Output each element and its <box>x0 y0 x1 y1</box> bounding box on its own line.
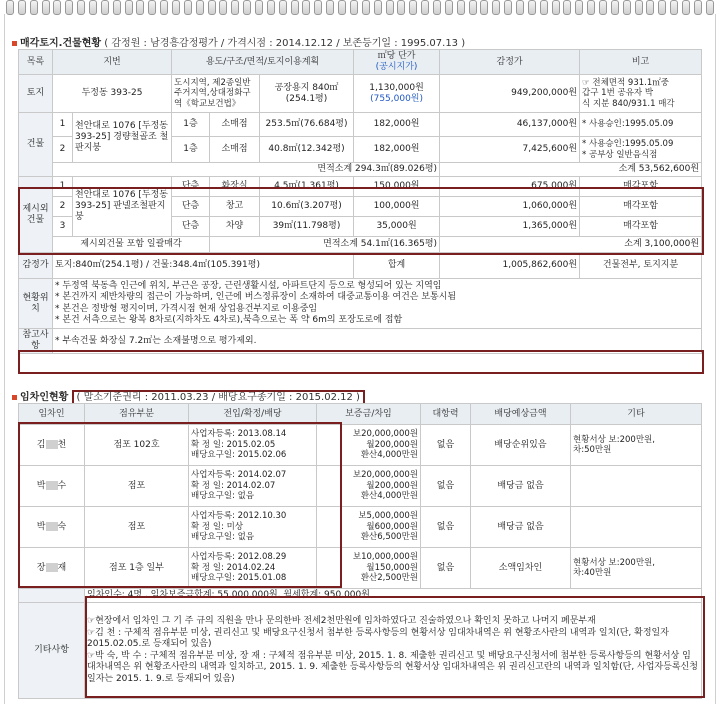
building-price: 7,425,600원 <box>440 137 580 163</box>
extra-area: 39㎡(11.798평) <box>260 217 354 237</box>
extra-floor: 단층 <box>172 197 210 217</box>
col-header-tenant: 임차인 <box>19 404 85 425</box>
extra-note: 매각포함 <box>580 177 702 197</box>
col-header-appraisal: 감정가 <box>440 50 580 75</box>
building-note: * 사용승인:1995.05.09 * 공부상 일반음식점 <box>580 137 702 163</box>
tenant-dates: 사업자등록: 2013.08.14 확 정 일: 2015.02.05 배당요구일: 2015.02.06 <box>189 425 317 466</box>
extra-floor: 단층 <box>172 217 210 237</box>
building-cat: 건물 <box>19 113 53 177</box>
extra-floor: 단층 <box>172 177 210 197</box>
tenant-name: 박 숙 <box>19 507 85 548</box>
extra-note: 매각포함 <box>580 217 702 237</box>
other-text: ☞현장에서 임차인 그 기 주 규의 직원을 만나 문의한바 전세2천만원에 임차하였다고 진술하였으나 확인치 못하고 나머지 폐문부재 ☞김 천 : 구체적 점유부분 미상, 권리신고 및 배당요구신청서 첨부한 등록사항등의 현황서상 임대차내역은 위 현황조사란의 내역과 일치(단, 확정일자 2015.02.05.로 등재되어 있음) ☞박 숙, 박 수 : 구체적 점유부분 미상, 장 재 : 구체적 점유부분 미상, 2015. 1. 8. 제출한 권리신고 및 배당요구신청서에 첨부한 등록사항등의 현황서상 임대차내역은 위 현황조사란의 내역과 일치하고, 2015. 1. 9. 제출한 등록사항등의 현황서상 임대차내역은 위 권리신고란의 내역과 일치함(단, 사업자등록신청일자는 2015. 1. 9.로 등재되어 있음) <box>85 603 702 699</box>
land-jibun: 두정동 393-25 <box>53 75 172 113</box>
building-use: 소매점 <box>210 137 260 163</box>
tenant-deposit: 보20,000,000원 월200,000원 환산4,000만원 <box>317 425 421 466</box>
ref-text: * 부속건물 화장실 7.2㎡는 소재불명으로 평가제외. <box>53 329 702 354</box>
tenant-force: 없음 <box>421 425 471 466</box>
extra-price: 1,060,000원 <box>440 197 580 217</box>
land-cat: 토지 <box>19 75 53 113</box>
appraisal-cat: 감정가 <box>19 253 53 279</box>
col-header-list: 목록 <box>19 50 53 75</box>
spiral-binding <box>0 0 720 14</box>
col-header-force: 대항력 <box>421 404 471 425</box>
tenant-part: 점포 1층 일부 <box>85 548 189 589</box>
land-building-table <box>18 49 702 354</box>
tenant-etc: 현황서상 보:200만원, 차:50만원 <box>571 425 702 466</box>
extra-num: 3 <box>53 217 73 237</box>
other-label: 기타사항 <box>19 603 85 699</box>
tenant-dividend: 배당금 없음 <box>471 507 571 548</box>
land-appraisal: 949,200,000원 <box>440 75 580 113</box>
extra-unit: 35,000원 <box>354 217 440 237</box>
tenant-force: 없음 <box>421 548 471 589</box>
land-note: ☞ 전체면적 931.1㎡중 갑구 1번 공유자 박 식 지분 840/931.1 매각 <box>580 75 702 113</box>
building-unit: 182,000원 <box>354 113 440 137</box>
building-unit: 182,000원 <box>354 137 440 163</box>
extra-cat: 제시외건물 <box>19 177 53 253</box>
extra-subtotal-row <box>19 237 702 253</box>
extra-area: 4.5㎡(1.361평) <box>260 177 354 197</box>
location-row <box>19 279 702 329</box>
tenant-name: 장 재 <box>19 548 85 589</box>
tenant-etc: 현황서상 보:200만원, 차:40만원 <box>571 548 702 589</box>
building-subtotal-row <box>19 163 702 177</box>
tenant-summary: 임차인수: 4명 , 임차보증금합계: 55,000,000원, 월세합계: 950,000원 <box>85 589 702 603</box>
building-num-2: 2 <box>53 137 73 163</box>
section-tenant-title <box>12 388 365 403</box>
bullet-icon <box>12 395 17 400</box>
extra-use: 차양 <box>210 217 260 237</box>
col-header-part: 점유부분 <box>85 404 189 425</box>
col-header-jibun: 지번 <box>53 50 172 75</box>
extra-price: 1,365,000원 <box>440 217 580 237</box>
extra-use: 창고 <box>210 197 260 217</box>
tenant-deposit: 보10,000,000원 월150,000원 환산2,500만원 <box>317 548 421 589</box>
location-desc: * 두정역 북동측 인근에 위치, 부근은 공장, 근린생활시설, 아파트단지 등으로 형성되어 있는 지역임 * 본건까지 제반차량의 접근이 가능하며, 인근에 버스정류장이 소재하여 대중교통이용 여건은 보통시됨 * 본건은 정방형 평지이며, 가격시점 현재 상업용건부지로 이용중임 * 본건 서측으로는 왕복 8차로(지하차도 4차로),북측으로는 폭 약 6m의 포장도로에 접함 <box>53 279 702 329</box>
tenant-deposit: 보20,000,000원 월200,000원 환산4,000만원 <box>317 466 421 507</box>
tenant-summary-row <box>19 589 702 603</box>
section-meta: ( 감정원 : 남경흥감정평가 / 가격시점 : 2014.12.12 / 보존등기일 : 1995.07.13 ) <box>104 38 466 49</box>
ref-row <box>19 329 702 354</box>
tenant-force: 없음 <box>421 466 471 507</box>
land-unit: 1,130,000원 (755,000원) <box>354 75 440 113</box>
building-jibun: 천안대로 1076 [두정동 393-25] 경량철골조 철판지붕 <box>73 113 172 163</box>
tenant-deposit: 보5,000,000원 월600,000원 환산6,500만원 <box>317 507 421 548</box>
tenant-row <box>19 466 702 507</box>
tenant-etc <box>571 507 702 548</box>
tenant-row <box>19 548 702 589</box>
col-header-unit-price: ㎡당 단가 (공시지가) <box>354 50 440 75</box>
bullet-icon <box>12 41 17 46</box>
building-area: 40.8㎡(12.342평) <box>260 137 354 163</box>
extra-use: 화장실 <box>210 177 260 197</box>
col-header-use: 용도/구조/면적/토지이용계획 <box>172 50 354 75</box>
tenant-part: 점포 <box>85 507 189 548</box>
tenant-dates: 사업자등록: 2014.02.07 확 정 일: 2014.02.07 배당요구일: 없음 <box>189 466 317 507</box>
col-header-dates: 전입/확정/배당 <box>189 404 317 425</box>
tenant-other-row <box>19 603 702 699</box>
land-use: 도시지역, 제2종일반주거지역,상대정화구역《학교보건법》 <box>172 75 260 113</box>
tenant-row <box>19 425 702 466</box>
extra-num: 2 <box>53 197 73 217</box>
building-price: 46,137,000원 <box>440 113 580 137</box>
land-area: 공장용지 840㎡ (254.1평) <box>260 75 354 113</box>
location-cat: 현황위치 <box>19 279 53 329</box>
tenant-force: 없음 <box>421 507 471 548</box>
building-floor: 1층 <box>172 137 210 163</box>
building-note: * 사용승인:1995.05.09 <box>580 113 702 137</box>
extra-jibun: 천안대로 1076 [두정동 393-25] 판넬조철판지붕 <box>73 177 172 237</box>
extra-price: 675,000원 <box>440 177 580 197</box>
section-title: 임차인현황 <box>20 392 69 403</box>
building-subtotal-price: 소계 53,562,600원 <box>440 163 702 177</box>
appraisal-desc: 토지:840㎡(254.1평) / 건물:348.4㎡(105.391평) <box>53 253 354 279</box>
col-header-dividend: 배당예상금액 <box>471 404 571 425</box>
land-row <box>19 75 702 113</box>
extra-row-1 <box>19 177 702 197</box>
extra-incl: 제시외건물 포함 일괄매각 <box>53 237 210 253</box>
extra-unit: 150,000원 <box>354 177 440 197</box>
tenant-dates: 사업자등록: 2012.08.29 확 정 일: 2014.02.24 배당요구일: 2015.01.08 <box>189 548 317 589</box>
building-num-1: 1 <box>53 113 73 137</box>
tenant-part: 점포 <box>85 466 189 507</box>
appraisal-note: 건물전부, 토지지분 <box>580 253 702 279</box>
tenant-dividend: 배당순위있음 <box>471 425 571 466</box>
appraisal-total: 1,005,862,600원 <box>440 253 580 279</box>
extra-subtotal-area: 면적소계 54.1㎡(16.365평) <box>210 237 440 253</box>
tenant-name: 김 천 <box>19 425 85 466</box>
ref-cat: 참고사항 <box>19 329 53 354</box>
tenant-part: 점포 102호 <box>85 425 189 466</box>
building-area: 253.5㎡(76.684평) <box>260 113 354 137</box>
section-land-building-title <box>12 34 465 49</box>
building-use: 소매점 <box>210 113 260 137</box>
extra-num: 1 <box>53 177 73 197</box>
appraisal-total-label: 합계 <box>354 253 440 279</box>
col-header-deposit: 보증금/차임 <box>317 404 421 425</box>
extra-unit: 100,000원 <box>354 197 440 217</box>
building-row-1 <box>19 113 702 137</box>
tenant-dates: 사업자등록: 2012.10.30 확 정 일: 미상 배당요구일: 없음 <box>189 507 317 548</box>
extra-area: 10.6㎡(3.207평) <box>260 197 354 217</box>
section-meta: ( 말소기준권리 : 2011.03.23 / 배당요구종기일 : 2015.02.12 ) <box>72 390 365 405</box>
tenant-table <box>18 403 702 699</box>
tenant-etc <box>571 466 702 507</box>
tenant-dividend: 배당금 없음 <box>471 466 571 507</box>
appraisal-row <box>19 253 702 279</box>
section-title: 매각토지.건물현황 <box>20 38 102 49</box>
building-floor: 1층 <box>172 113 210 137</box>
tenant-row <box>19 507 702 548</box>
col-header-note: 비고 <box>580 50 702 75</box>
extra-note: 매각포함 <box>580 197 702 217</box>
tenant-name: 박 수 <box>19 466 85 507</box>
tenant-dividend: 소액임차인 <box>471 548 571 589</box>
extra-subtotal-price: 소계 3,100,000원 <box>440 237 702 253</box>
building-subtotal-area: 면적소계 294.3㎡(89.026평) <box>53 163 440 177</box>
col-header-etc: 기타 <box>571 404 702 425</box>
